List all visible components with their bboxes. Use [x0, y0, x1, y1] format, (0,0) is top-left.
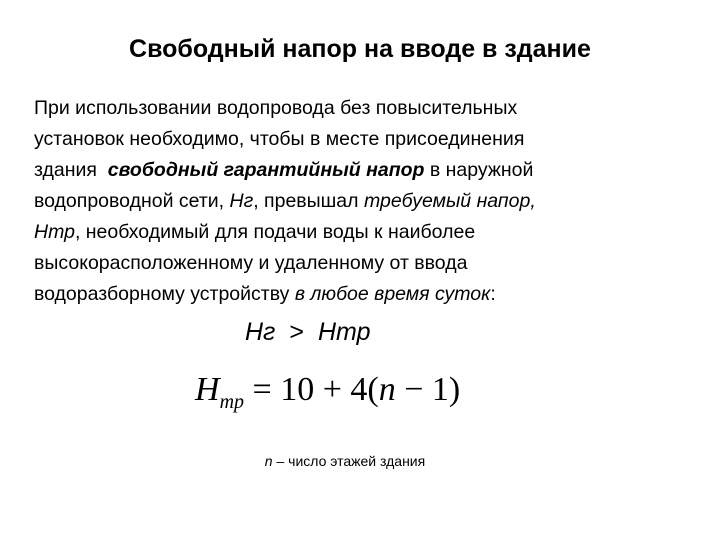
symbol-hg: Нг — [229, 190, 254, 212]
body-paragraph — [34, 93, 674, 310]
text-fragment: здания — [34, 159, 108, 181]
formula-subscript: mp — [219, 391, 245, 413]
term-any-time: в любое время суток — [294, 283, 491, 305]
text-fragment: : — [490, 283, 496, 305]
paragraph-line-5 — [34, 217, 674, 248]
formula-variable: H — [195, 371, 220, 408]
text-fragment: , превышал — [253, 190, 364, 212]
paragraph-line-6: высокорасположенному и удаленному от ввода — [34, 252, 468, 274]
formula-note — [0, 451, 690, 471]
paragraph-line-4 — [34, 186, 674, 217]
formula-rhs-part: − 1) — [395, 371, 461, 408]
paragraph-line-1: При использовании водопровода без повысительных — [34, 97, 518, 119]
term-required-head: требуемый напор, — [363, 190, 536, 212]
formula-n: n — [378, 371, 396, 408]
head-condition — [245, 315, 371, 349]
slide-title: Свободный напор на вводе в здание — [129, 35, 591, 63]
symbol-htr: Нтр — [34, 221, 75, 243]
condition-operator: > — [289, 318, 304, 346]
required-head-formula — [195, 368, 460, 424]
text-fragment: в наружной — [424, 159, 534, 181]
term-guaranteed-head: свободный гарантийный напор — [107, 159, 425, 181]
text-fragment: водоразборному устройству — [34, 283, 295, 305]
condition-right: Нтр — [318, 318, 371, 346]
paragraph-line-3 — [34, 155, 674, 186]
note-symbol-n: n — [264, 453, 273, 469]
formula-rhs-part: = 10 + 4( — [244, 371, 379, 408]
paragraph-line-2: установок необходимо, чтобы в месте присоединения — [34, 128, 525, 150]
text-fragment: , необходимый для подачи воды к наиболее — [74, 221, 476, 243]
note-text: – число этажей здания — [272, 453, 426, 469]
paragraph-line-7 — [34, 279, 674, 310]
text-fragment: водопроводной сети, — [34, 190, 230, 212]
condition-left: Нг — [245, 318, 276, 346]
